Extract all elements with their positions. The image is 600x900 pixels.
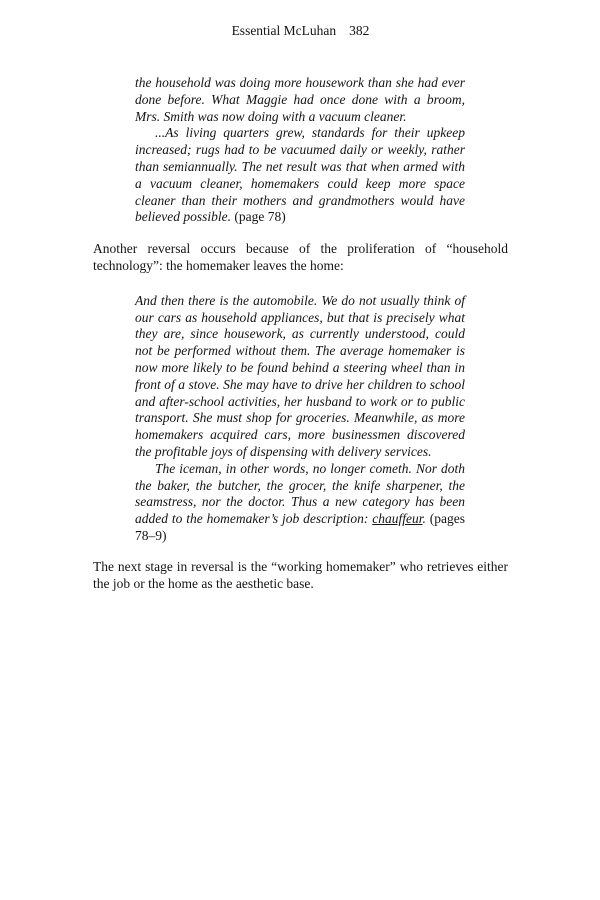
quote2-paragraph-2-period: .	[422, 511, 426, 527]
quote2-paragraph-2-text: The iceman, in other words, no longer cometh. Nor doth the baker, the butcher, the grocer, the knife sharpener, the seamstress, nor the doctor. Thus a new category has been added to the homemaker’s job description:	[135, 460, 465, 527]
quote2-paragraph-1: And then there is the automobile. We do not usually think of our cars as household appliances, but that is precisely what they are, since housework, as currently understood, could not be performed without them. The average homemaker is now more likely to be found behind a steering wheel than in front of a stove. She may have to drive her children to school and after-school activities, her husband to work or to public transport. She must shop for groceries. Meanwhile, as more homemakers acquired cars, more businessmen discovered the profitable joys of dispensing with delivery services.	[135, 292, 465, 459]
page-number: 382	[349, 23, 370, 38]
blockquote-automobile	[135, 293, 465, 545]
quote1-paragraph-2-text: ...As living quarters grew, standards for their upkeep increased; rugs had to be vacuumed daily or weekly, rather than semiannually. The net result was that when armed with a vacuum cleaner, homemakers could keep more space cleaner than their mothers and grandmothers would have believed possible.	[135, 125, 465, 225]
body-paragraph-next-stage: The next stage in reversal is the “working homemaker” who retrieves either the job or the home as the aesthetic base.	[93, 558, 508, 591]
quote2-citation: (pages 78–9)	[135, 511, 466, 543]
body-paragraph-reversal: Another reversal occurs because of the proliferation of “household technology”: the homemaker leaves the home:	[93, 241, 508, 273]
quote2-underlined-word: chauffeur	[372, 511, 423, 527]
book-title: Essential McLuhan	[231, 23, 337, 38]
quote2-paragraph-2	[135, 461, 465, 545]
quote1-paragraph-1: the household was doing more housework than she had ever done before. What Maggie had once done with a broom, Mrs. Smith was now doing with a vacuum cleaner.	[135, 75, 465, 124]
blockquote-vacuum	[135, 75, 465, 226]
quote1-paragraph-2	[135, 125, 465, 226]
quote1-citation: (page 78)	[234, 209, 286, 225]
running-header	[93, 22, 508, 39]
